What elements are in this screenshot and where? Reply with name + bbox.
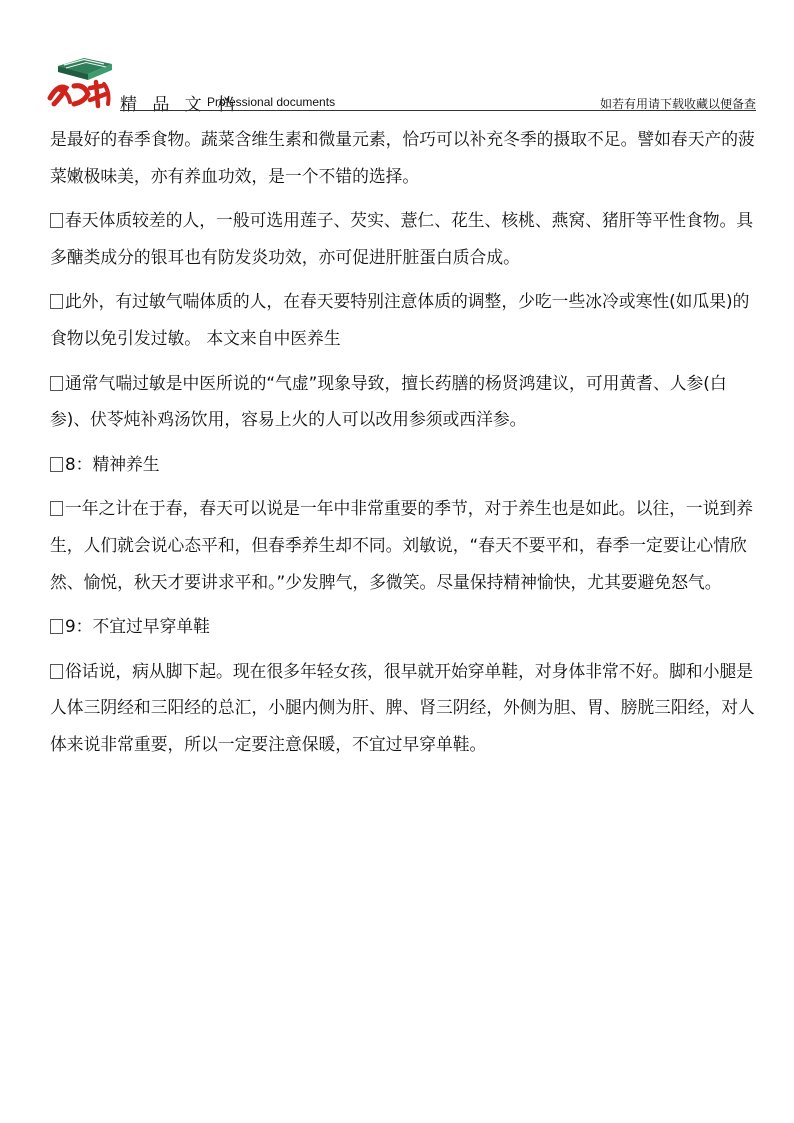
section-heading-text: 9：不宜过早穿单鞋 xyxy=(65,616,210,637)
brand-title-en: Professional documents xyxy=(207,95,336,109)
paragraph xyxy=(50,121,762,194)
header-divider xyxy=(120,110,756,111)
paragraph xyxy=(50,653,762,763)
paragraph-text: 俗话说，病从脚下起。现在很多年轻女孩，很早就开始穿单鞋，对身体非常不好。脚和小腿是人体三阴经和三阳经的总汇，小腿内侧为肝、脾、肾三阴经，外侧为胆、胃、膀胱三阳经，对人体来说非常重要，所以一定要注意保暖，不宜过早穿单鞋。 xyxy=(50,660,755,754)
document-body xyxy=(50,121,762,763)
brand-title-cn: 精 品 文 档 xyxy=(120,95,240,115)
paragraph xyxy=(50,490,762,600)
paragraph-text: 春天体质较差的人，一般可选用莲子、芡实、薏仁、花生、核桃、燕窝、猪肝等平性食物。具多醣类成分的银耳也有防发炎功效，亦可促进肝脏蛋白质合成。 xyxy=(50,210,754,267)
bullet-box-icon xyxy=(50,501,63,516)
page-header xyxy=(0,0,794,115)
paragraph-text: 此外，有过敏气喘体质的人，在春天要特别注意体质的调整，少吃一些冰冷或寒性(如瓜果)的食物以免引发过敏。 本文来自中医养生 xyxy=(50,291,750,348)
paragraph-text: 通常气喘过敏是中医所说的“气虚”现象导致，擅长药膳的杨贤鸿建议，可用黄耆、人参(白参)、伏苓炖补鸡汤饮用，容易上火的人可以改用参须或西洋参。 xyxy=(50,372,727,430)
paragraph xyxy=(50,202,762,275)
paragraph xyxy=(50,283,762,356)
bullet-box-icon xyxy=(50,457,63,472)
bullet-box-icon xyxy=(50,294,63,309)
section-heading-text: 8：精神养生 xyxy=(65,453,160,474)
paragraph xyxy=(50,365,762,438)
header-download-note: 如若有用请下载收藏以便备查 xyxy=(599,97,756,111)
paragraph-text: 是最好的春季食物。蔬菜含维生素和微量元素，恰巧可以补充冬季的摄取不足。譬如春天产的菠菜嫩极味美，亦有养血功效，是一个不错的选择。 xyxy=(50,129,755,186)
book-logo-icon xyxy=(44,44,120,110)
section-heading xyxy=(50,608,762,645)
bullet-box-icon xyxy=(50,664,63,679)
bullet-box-icon xyxy=(50,619,63,634)
paragraph-text: 一年之计在于春，春天可以说是一年中非常重要的季节，对于养生也是如此。以往，一说到养生，人们就会说心态平和，但春季养生却不同。刘敏说，“春天不要平和，春季一定要让心情欣然、愉悦，秋天才要讲求平和。”少发脾气，多微笑。尽量保持精神愉快，尤其要避免怒气。 xyxy=(50,498,754,592)
bullet-box-icon xyxy=(50,376,63,391)
section-heading xyxy=(50,446,762,483)
bullet-box-icon xyxy=(50,213,63,228)
